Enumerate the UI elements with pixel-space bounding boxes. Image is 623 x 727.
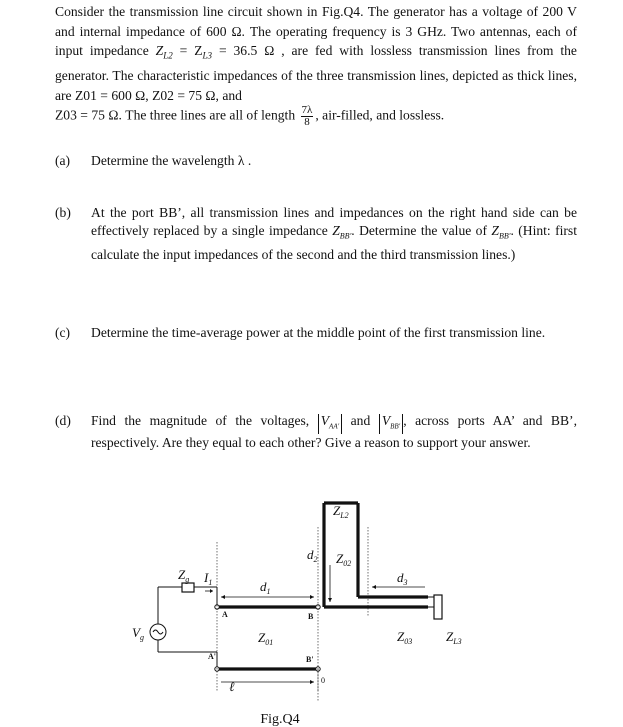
- port-b-label: B: [308, 612, 314, 621]
- zl-value: = 36.5 Ω: [212, 43, 275, 58]
- zl-equals: = Z: [172, 43, 203, 58]
- figure-caption: Fig.Q4: [260, 712, 300, 727]
- z03-label: $Z_{03}$: [397, 629, 413, 646]
- port-b-prime-label: B': [306, 655, 314, 664]
- zl3-load: [434, 595, 442, 619]
- vg-label: $V_g$: [132, 625, 144, 642]
- zg-resistor: [182, 583, 194, 592]
- port-a-label: A: [222, 610, 228, 619]
- d2-label: $d_2$: [307, 547, 318, 564]
- zl2-symbol: $Z_{L2}$: [155, 43, 173, 61]
- d1-label: $d_1$: [260, 579, 271, 596]
- question-b-label: (b): [55, 205, 71, 220]
- question-a: [55, 152, 577, 170]
- z02-label: $Z_{02}$: [336, 551, 352, 568]
- intro-text-3: . The three lines are all of length: [118, 107, 299, 123]
- and-word: , and: [215, 87, 242, 103]
- circuit-diagram: [0, 487, 623, 727]
- port-a-prime-label: A': [208, 652, 216, 661]
- question-a-label: (a): [55, 153, 71, 168]
- problem-statement: Consider the transmission line circuit shown in Fig.Q4. The generator has a voltage of 200 V and internal impedance of 600 Ω. The operating frequency is 3 GHz. Two antennas, each of input impedance $Z_{L2} = Z_{L3} = 36.5$ Ω , are fed with lossless transmission lines from the generator. The characteristic impedances of the three transmission lines, depicted as thick lines, are Z01 = 600 Ω, Z02 = 75 Ω, and Z03 = 75 Ω. The three lines are all of length $\frac{7\lambda}{8}$ , air-filled, and lossless.: [55, 4, 577, 129]
- z02-value: Z02 = 75 Ω: [152, 87, 216, 103]
- zl2-label: $Z_{L2}$: [333, 503, 349, 520]
- question-c-text: Determine the time-average power at the middle point of the first transmission line.: [91, 325, 546, 340]
- question-b: [55, 204, 577, 264]
- origin-zero-label: 0: [321, 676, 325, 685]
- i1-label: $I_1$: [204, 570, 213, 587]
- intro-text-4: , air-filled, and lossless.: [315, 107, 445, 123]
- zg-label: $Z_g$: [178, 567, 190, 584]
- length-ell-label: ℓ: [229, 679, 235, 694]
- d3-label: $d_3$: [397, 570, 408, 587]
- question-d-text: Find the magnitude of the voltages, $V_{AA'}$ and $V_{BB'}$ , across ports AA’ and BB’, respectively. Are they equal to each other? Give a reason to support your answer.: [91, 413, 577, 450]
- intro-text-2: , are fed with lossless transmission lines from the generator. The characteristic impedances of the three transmission lines, depicted as thick lines, are: [55, 43, 577, 103]
- question-d: [55, 412, 577, 452]
- length-fraction: $\frac{7\lambda}{8}$: [301, 104, 313, 129]
- question-b-text: At the port BB’, all transmission lines and impedances on the right hand side can be effectively replaced by a single impedance $Z_{BB'}$. Determine the value of $Z_{BB'}$. (Hint: first calculate the input impedances of the second and the third transmission lines.): [91, 205, 577, 262]
- zl3-label: $Z_{L3}$: [446, 629, 462, 646]
- question-c-label: (c): [55, 325, 71, 340]
- z01-value: Z01 = 600 Ω: [75, 87, 146, 103]
- intro-text-1: Consider the transmission line circuit shown in Fig.Q4. The generator has a voltage of 200 V and internal impedance of 600 Ω. The operating frequency is 3 GHz. Two antennas, each of input impedance: [55, 4, 577, 58]
- z03-value: Z03 = 75 Ω: [55, 107, 119, 123]
- question-c: [55, 324, 577, 342]
- z01-label: $Z_{01}$: [258, 630, 274, 647]
- question-a-text: Determine the wavelength λ .: [91, 153, 252, 168]
- question-d-label: (d): [55, 413, 71, 428]
